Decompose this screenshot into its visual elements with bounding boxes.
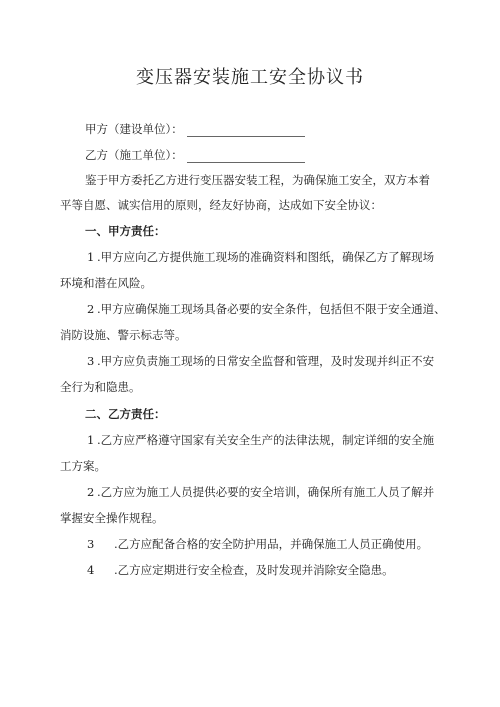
section-2-item-2-line-1: 2 .乙方应为施工人员提供必要的安全培训，确保所有施工人员了解并	[87, 485, 435, 499]
party-a-field	[85, 121, 305, 137]
intro-line-1: 鉴于甲方委托乙方进行变压器安装工程，为确保施工安全，双方本着	[85, 173, 430, 187]
party-b-blank	[187, 150, 305, 163]
party-a-label: 甲方（建设单位）：	[85, 122, 183, 136]
section-2-item-2-line-2: 掌握安全操作规程。	[60, 511, 164, 525]
item-number: 1	[87, 433, 95, 447]
section-1-item-2-line-2: 消防设施、警示标志等。	[60, 328, 187, 342]
section-1-item-3-line-1: 3 .甲方应负责施工现场的日常安全监督和管理，及时发现并纠正不安	[87, 354, 435, 368]
section-2-item-1-line-2: 工方案。	[60, 459, 106, 473]
item-number: 3	[87, 354, 95, 368]
section-2-item-3: 3 .乙方应配备合格的安全防护用品，并确保施工人员正确使用。	[87, 537, 429, 551]
party-b-label: 乙方（施工单位）：	[85, 148, 183, 162]
section-1-item-1-line-2: 环境和潜在风险。	[60, 276, 152, 290]
section-1-heading: 一、甲方责任：	[85, 224, 166, 238]
intro-line-2: 平等自愿、诚实信用的原则，经友好协商，达成如下安全协议：	[60, 198, 382, 212]
item-number: 1	[87, 250, 95, 264]
section-1-item-1-line-1: 1 .甲方应向乙方提供施工现场的准确资料和图纸，确保乙方了解现场	[87, 250, 435, 264]
section-1-item-3-line-2: 全行为和隐患。	[60, 380, 141, 394]
item-number: 3	[87, 537, 95, 551]
section-1-item-2-line-1: 2 .甲方应确保施工现场具备必要的安全条件，包括但不限于安全通道、	[87, 302, 446, 316]
document-title: 变压器安装施工安全协议书	[136, 67, 364, 88]
section-2-item-4: 4 .乙方应定期进行安全检查，及时发现并消除安全隐患。	[87, 563, 394, 577]
item-number: 2	[87, 302, 95, 316]
party-a-blank	[187, 124, 305, 137]
section-2-item-1-line-1: 1 .乙方应严格遵守国家有关安全生产的法律法规，制定详细的安全施	[87, 433, 435, 447]
item-number: 2	[87, 485, 95, 499]
item-number: 4	[87, 563, 95, 577]
section-2-heading: 二、乙方责任：	[85, 407, 166, 421]
party-b-field	[85, 147, 305, 163]
